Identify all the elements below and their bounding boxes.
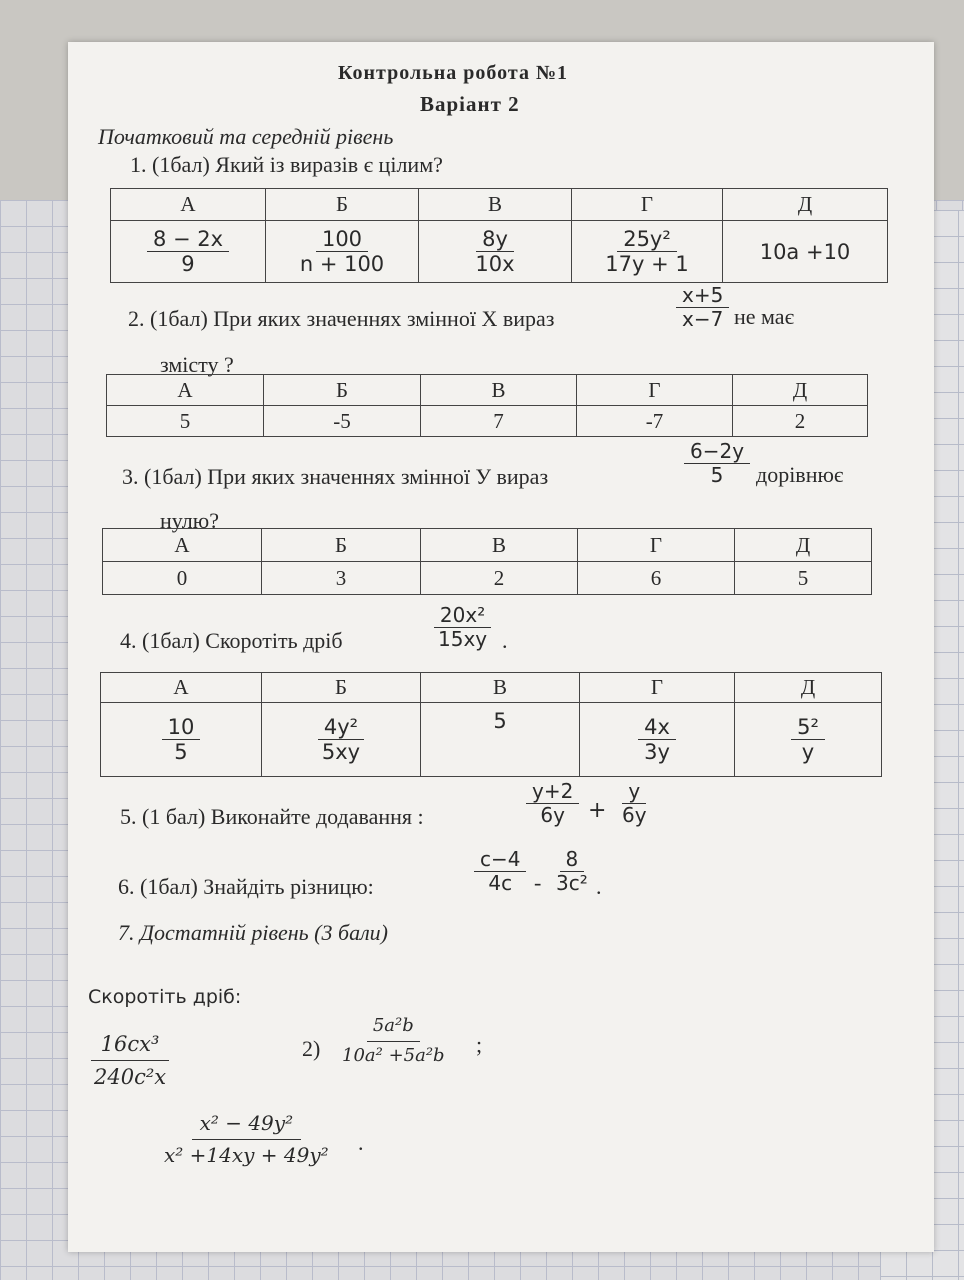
test-sheet xyxy=(68,42,934,1252)
numerator: y+2 xyxy=(526,780,579,804)
option-header-d: Г xyxy=(578,529,735,562)
fraction xyxy=(791,715,825,764)
fraction xyxy=(316,715,366,764)
option-d: 6 xyxy=(578,562,735,595)
table-answer-row xyxy=(111,221,888,283)
question-4-period: . xyxy=(502,628,508,653)
question-2-continuation: змісту ? xyxy=(160,352,234,377)
option-e: 5 xyxy=(735,562,872,595)
question-2-answer-table xyxy=(106,374,868,437)
question-7-heading: 7. Достатній рівень (3 бали) xyxy=(118,920,388,945)
denominator: 10x xyxy=(475,252,515,276)
question-4-text: 4. (1бал) Скоротіть дріб xyxy=(120,628,343,653)
fraction xyxy=(469,227,520,276)
option-b xyxy=(262,703,421,777)
option-header-d: Г xyxy=(572,189,723,221)
option-d xyxy=(572,221,723,283)
minus-operator: - xyxy=(534,870,542,895)
numerator: 16cx³ xyxy=(91,1032,170,1061)
reduce-label: Скоротіть дріб: xyxy=(88,986,242,1008)
fraction xyxy=(294,227,390,276)
option-a xyxy=(101,703,262,777)
numerator: 20x² xyxy=(434,604,491,628)
option-header-e: Д xyxy=(735,529,872,562)
denominator: 15xy xyxy=(438,627,488,651)
option-header-a: А xyxy=(111,189,266,221)
option-b: -5 xyxy=(264,406,421,437)
option-b: 3 xyxy=(262,562,421,595)
denominator: 4c xyxy=(488,871,513,895)
option-c xyxy=(419,221,572,283)
question-2-fraction xyxy=(676,284,729,331)
table-answer-row xyxy=(101,703,882,777)
question-6-text: 6. (1бал) Знайдіть різницю: xyxy=(118,874,374,899)
table-header-row xyxy=(111,189,888,221)
option-e: 2 xyxy=(733,406,868,437)
numerator: 10 xyxy=(162,715,201,740)
question-3-tail: дорівнює xyxy=(756,462,844,487)
numerator: x² − 49y² xyxy=(192,1112,302,1140)
option-d xyxy=(580,703,735,777)
option-header-c: В xyxy=(421,529,578,562)
numerator: y xyxy=(622,780,646,804)
denominator: 17y + 1 xyxy=(605,252,689,276)
reduce-item-3-period: . xyxy=(358,1130,364,1155)
fraction xyxy=(162,715,201,764)
numerator: 6−2y xyxy=(684,440,750,464)
denominator: 6y xyxy=(622,803,647,827)
question-2-text: 2. (1бал) При яких значеннях змінної Х вираз xyxy=(128,306,555,331)
option-header-a: А xyxy=(107,375,264,406)
denominator: x−7 xyxy=(682,307,724,331)
option-e: 10a +10 xyxy=(723,221,888,283)
reduce-expression-1 xyxy=(84,1032,176,1089)
variant-label: Варіант 2 xyxy=(420,92,520,116)
numerator: 5² xyxy=(791,715,825,740)
denominator: 6y xyxy=(540,803,565,827)
option-d: -7 xyxy=(577,406,733,437)
option-a xyxy=(111,221,266,283)
question-4-answer-table xyxy=(100,672,882,777)
option-b xyxy=(266,221,419,283)
question-6-fraction-2 xyxy=(550,848,594,895)
question-1-text: 1. (1бал) Який із виразів є цілим? xyxy=(130,152,443,177)
option-header-e: Д xyxy=(723,189,888,221)
option-header-c: В xyxy=(421,375,577,406)
question-2-tail: не має xyxy=(734,304,795,329)
question-5-fraction-1 xyxy=(526,780,579,827)
fraction xyxy=(638,715,676,764)
table-header-row xyxy=(107,375,868,406)
numerator: 8 − 2x xyxy=(147,227,229,252)
denominator: 9 xyxy=(181,252,195,276)
question-3-answer-table xyxy=(102,528,872,595)
numerator: 4y² xyxy=(318,715,364,740)
question-5-fraction-2 xyxy=(616,780,653,827)
numerator: x+5 xyxy=(676,284,729,308)
denominator: n + 100 xyxy=(299,252,385,276)
level-basic-heading: Початковий та середній рівень xyxy=(98,124,394,149)
question-6-period: . xyxy=(596,874,602,899)
question-4-fraction xyxy=(432,604,493,651)
reduce-expression-2 xyxy=(336,1016,451,1066)
table-header-row xyxy=(101,673,882,703)
question-3-text: 3. (1бал) При яких значеннях змінної У вираз xyxy=(122,464,549,489)
denominator: 240c²x xyxy=(94,1065,167,1090)
table-answer-row xyxy=(103,562,872,595)
option-header-a: А xyxy=(101,673,262,703)
option-c: 5 xyxy=(421,703,580,777)
table-answer-row xyxy=(107,406,868,437)
numerator: c−4 xyxy=(474,848,526,872)
numerator: 4x xyxy=(638,715,676,740)
option-e xyxy=(735,703,882,777)
reduce-item-2-semicolon: ; xyxy=(476,1032,483,1057)
test-title: Контрольна робота №1 xyxy=(338,62,569,84)
option-header-e: Д xyxy=(733,375,868,406)
option-header-b: Б xyxy=(262,673,421,703)
question-1-answer-table xyxy=(110,188,888,283)
denominator: 3c² xyxy=(556,871,588,895)
question-3-continuation: нулю? xyxy=(160,508,219,533)
denominator: 3y xyxy=(644,740,670,764)
denominator: 5 xyxy=(710,463,724,487)
denominator: 5 xyxy=(174,740,188,764)
option-a: 0 xyxy=(103,562,262,595)
option-a: 5 xyxy=(107,406,264,437)
denominator: 5xy xyxy=(321,740,361,764)
denominator: 10a² +5a²b xyxy=(342,1044,445,1066)
question-5-text: 5. (1 бал) Виконайте додавання : xyxy=(120,804,424,829)
option-header-e: Д xyxy=(735,673,882,703)
plus-operator: + xyxy=(588,798,607,823)
reduce-expression-3 xyxy=(156,1112,337,1167)
option-header-c: В xyxy=(421,673,580,703)
numerator: 100 xyxy=(316,227,368,252)
table-header-row xyxy=(103,529,872,562)
question-3-fraction xyxy=(684,440,750,487)
reduce-item-2-label: 2) xyxy=(302,1036,321,1061)
option-header-c: В xyxy=(419,189,572,221)
numerator: 5a²b xyxy=(367,1016,420,1042)
option-header-d: Г xyxy=(577,375,733,406)
numerator: 25y² xyxy=(617,227,677,252)
option-header-b: Б xyxy=(262,529,421,562)
numerator: 8y xyxy=(476,227,514,252)
option-header-b: Б xyxy=(266,189,419,221)
fraction xyxy=(599,227,694,276)
option-header-a: А xyxy=(103,529,262,562)
option-c: 7 xyxy=(421,406,577,437)
question-6-fraction-1 xyxy=(474,848,526,895)
fraction xyxy=(147,227,229,276)
option-header-b: Б xyxy=(264,375,421,406)
option-c: 2 xyxy=(421,562,578,595)
numerator: 8 xyxy=(560,848,585,872)
option-header-d: Г xyxy=(580,673,735,703)
denominator: x² +14xy + 49y² xyxy=(164,1143,329,1167)
denominator: y xyxy=(801,740,815,764)
